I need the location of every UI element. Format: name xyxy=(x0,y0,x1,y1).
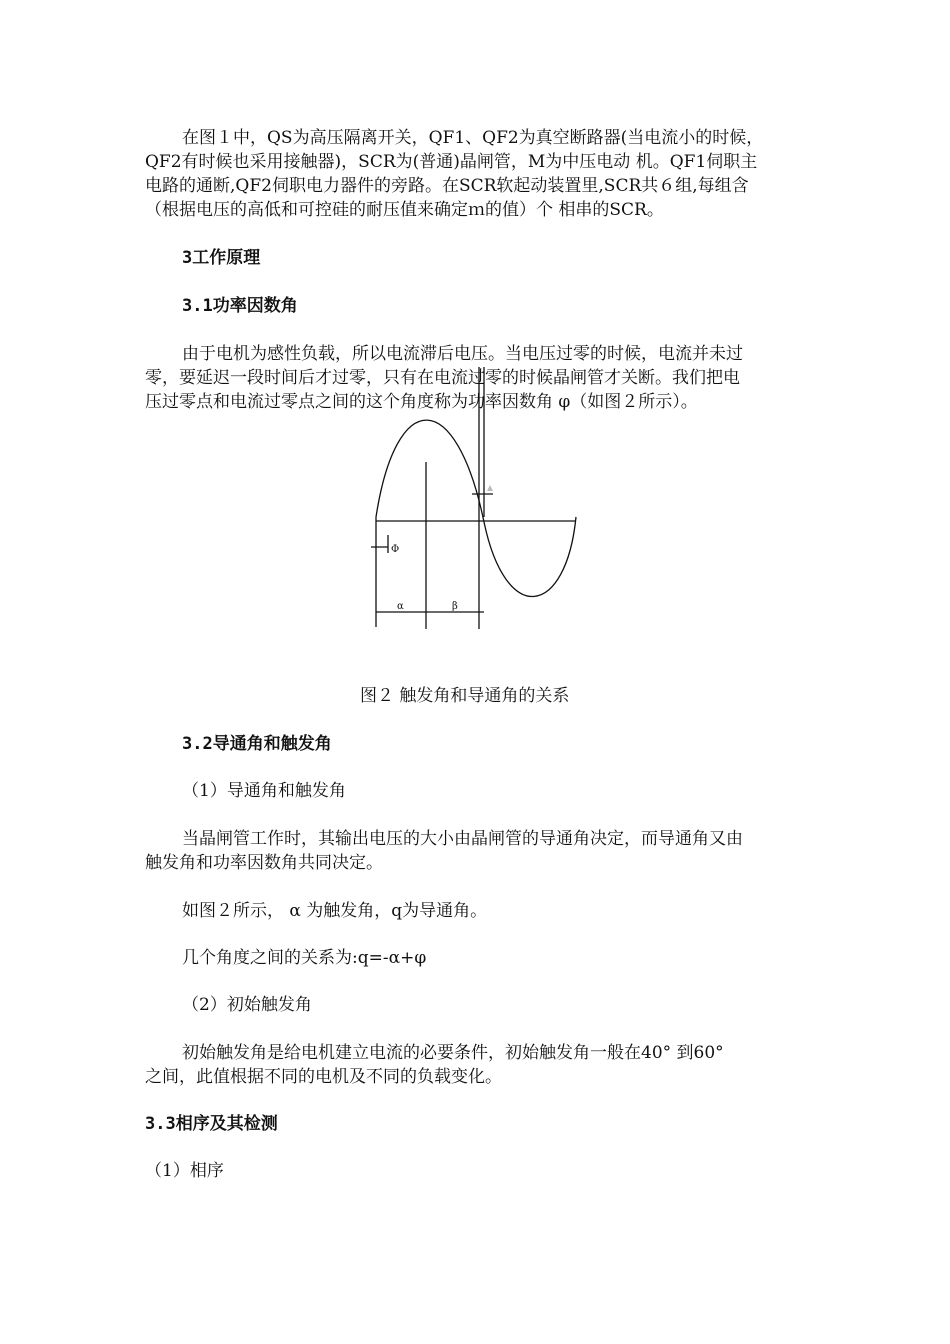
section-3-3-sub1: （1）相序 xyxy=(145,1161,224,1181)
section-3-1-line-1: 由于电机为感性负载，所以电流滞后电压。当电压过零的时候，电流并未过 xyxy=(182,344,743,364)
intro-line-1: 在图１中，QS为高压隔离开关，QF1、QF2为真空断路器(当电流小的时候， xyxy=(182,128,764,148)
section-3-3-heading: 3.3相序及其检测 xyxy=(145,1114,278,1134)
intro-line-4: （根据电压的高低和可控硅的耐压值来确定ｍ的值）个 相串的SCR。 xyxy=(145,200,664,220)
figure-2-caption: 图２ 触发角和导通角的关系 xyxy=(360,686,570,706)
phi-label: Φ xyxy=(391,544,400,555)
section-3-1-line-3: 压过零点和电流过零点之间的这个角度称为功率因数角 φ（如图２所示）。 xyxy=(145,392,698,412)
beta-label: β xyxy=(452,601,458,612)
section-3-2-para3: 几个角度之间的关系为:q=-α+φ xyxy=(182,948,427,968)
section-3-2-para4-line-1: 初始触发角是给电机建立电流的必要条件，初始触发角一般在40° 到60° xyxy=(182,1043,724,1063)
sine-wave xyxy=(376,420,576,596)
section-3-1-heading: 3.1功率因数角 xyxy=(182,296,298,316)
section-3-1-line-2: 零，要延迟一段时间后才过零，只有在电流过零的时候晶闸管才关断。我们把电 xyxy=(145,368,740,388)
small-triangle-mark xyxy=(487,485,493,491)
intro-line-3: 电路的通断,QF2伺职电力器件的旁路。在SCR软起动装置里,SCR共６组,每组含 xyxy=(145,176,749,196)
section-3-2-para1-line-1: 当晶闸管工作时，其输出电压的大小由晶闸管的导通角决定，而导通角又由 xyxy=(182,829,743,849)
section-3-2-para2: 如图２所示， α 为触发角，q为导通角。 xyxy=(182,901,488,921)
section-3-2-para4-line-2: 之间，此值根据不同的电机及不同的负载变化。 xyxy=(145,1067,502,1087)
alpha-label: α xyxy=(397,601,404,612)
section-3-2-sub1: （1）导通角和触发角 xyxy=(182,781,346,801)
section-3-2-para1-line-2: 触发角和功率因数角共同决定。 xyxy=(145,853,383,873)
figure-2-diagram xyxy=(366,367,582,635)
section-3-heading: 3工作原理 xyxy=(182,248,261,268)
section-3-2-heading: 3.2导通角和触发角 xyxy=(182,734,332,754)
intro-line-2: QF2有时候也采用接触器)，SCR为(普通)晶闸管，M为中压电动 机。QF1伺职主 xyxy=(145,152,758,172)
section-3-2-sub2: （2）初始触发角 xyxy=(182,995,312,1015)
